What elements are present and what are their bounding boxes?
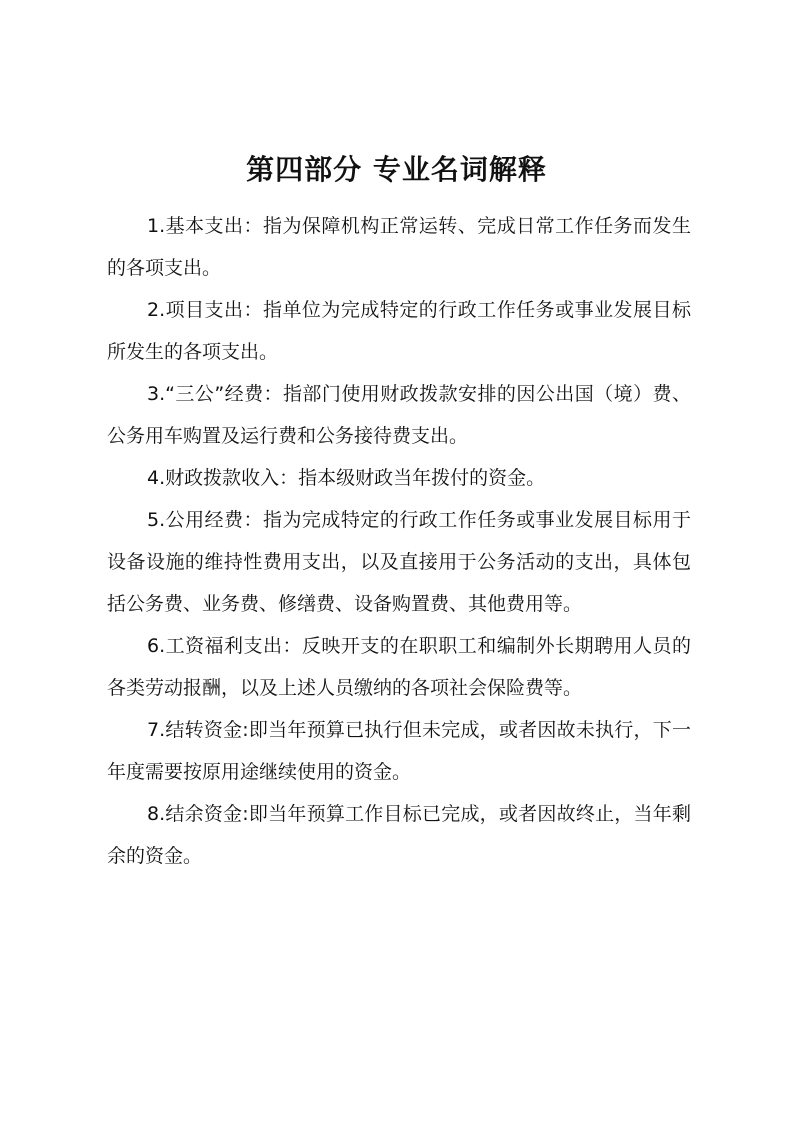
definition-item [107, 625, 691, 709]
definition-text: 指为保障机构正常运转、完成日常工作任务而发生的各项支出。 [107, 215, 691, 279]
definition-item [107, 709, 691, 793]
definition-term: 3.“三公”经费： [147, 383, 283, 405]
page-title: 第四部分 专业名词解释 [246, 153, 547, 186]
definition-text: 指为完成特定的行政工作任务或事业发展目标用于设备设施的维持性费用支出，以及直接用于公务活动的支出，具体包括公务费、业务费、修缮费、设备购置费、其他费用等。 [107, 509, 691, 615]
definition-text: 指单位为完成特定的行政工作任务或事业发展目标所发生的各项支出。 [107, 299, 691, 363]
definition-item [107, 793, 691, 877]
definition-item [107, 499, 691, 625]
definition-text: 反映开支的在职职工和编制外长期聘用人员的各类劳动报酬，以及上述人员缴纳的各项社会保险费等。 [107, 635, 691, 699]
definition-term: 4.财政拨款收入： [147, 467, 299, 489]
definition-item [107, 373, 691, 457]
definition-text: 指本级财政当年拨付的资金。 [298, 467, 546, 489]
definition-term: 1.基本支出： [147, 215, 263, 237]
definition-term: 7.结转资金: [147, 719, 249, 741]
definition-item [107, 205, 691, 289]
definition-term: 5.公用经费： [147, 509, 263, 531]
definition-term: 6.工资福利支出： [147, 635, 302, 657]
definition-text: 即当年预算工作目标已完成，或者因故终止，当年剩余的资金。 [107, 803, 691, 867]
definition-text: 即当年预算已执行但未完成，或者因故未执行，下一年度需要按原用途继续使用的资金。 [107, 719, 691, 783]
definition-term: 2.项目支出： [147, 299, 263, 321]
definition-term: 8.结余资金: [147, 803, 249, 825]
definition-item [107, 457, 691, 499]
definition-item [107, 289, 691, 373]
definition-text: 指部门使用财政拨款安排的因公出国（境）费、公务用车购置及运行费和公务接待费支出。 [107, 383, 691, 447]
definitions-list [107, 205, 691, 877]
